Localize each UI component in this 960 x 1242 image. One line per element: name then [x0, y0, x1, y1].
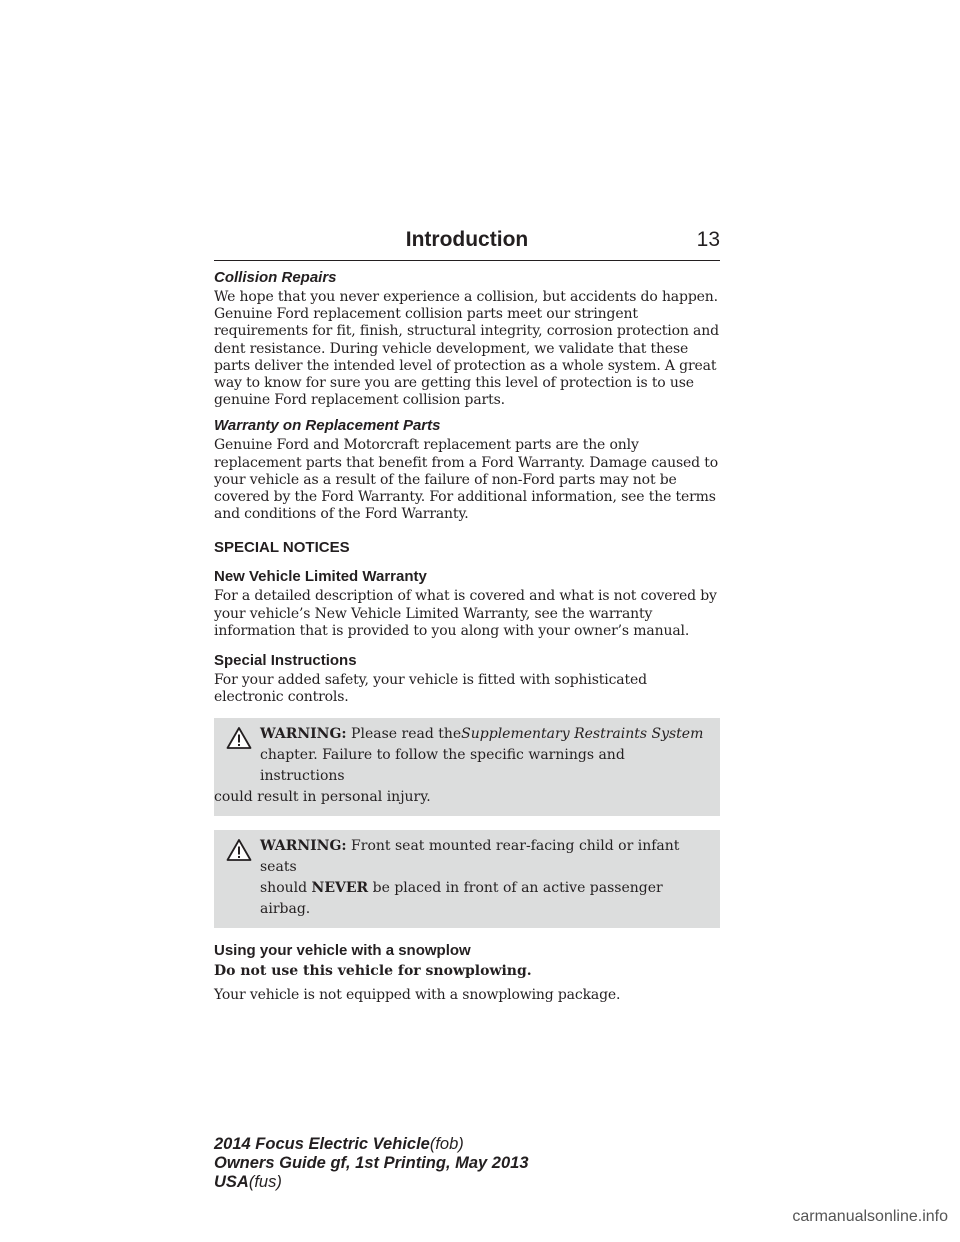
warning-box-child-seats: [214, 830, 720, 928]
collision-heading: Collision Repairs: [214, 269, 337, 286]
collision-text: We hope that you never experience a collision, but accidents do happen. Genuine Ford replacement collision parts meet our stringent requirements for fit, finish, structural integrity, corrosion protection and dent resistance. During vehicle development, we validate that these parts deliver the intended level of protection as a whole system. A great way to know for sure you are getting this level of protection is to use genuine Ford replacement collision parts.: [214, 289, 719, 409]
warning-text: Front seat mounted rear-facing child or infant seats: [260, 838, 680, 876]
snowplow-text: Your vehicle is not equipped with a snowplowing package.: [214, 986, 621, 1003]
warning-text-line2: chapter. Failure to follow the specific warnings and instructions: [260, 747, 625, 785]
warning-text-end: be placed in front of an active passenger airbag.: [260, 880, 663, 918]
warning-triangle-icon: [226, 838, 252, 862]
warning-box-restraints: [214, 718, 720, 816]
manual-page: [214, 226, 720, 1010]
page-footer: [214, 1135, 529, 1192]
footer-vehicle: 2014 Focus Electric Vehicle: [214, 1135, 430, 1153]
warning-text: Please read the: [351, 726, 462, 743]
warning-chapter-ref: Supplementary Restraints System: [461, 726, 704, 743]
warranty-parts-heading: Warranty on Replacement Parts: [214, 417, 441, 435]
section-title: Introduction: [405, 228, 529, 251]
new-vehicle-heading: New Vehicle Limited Warranty: [214, 568, 427, 586]
warning-label: WARNING:: [260, 726, 347, 743]
snowplow-heading: Using your vehicle with a snowplow: [214, 942, 471, 960]
new-vehicle-text: For a detailed description of what is covered and what is not covered by your vehicle’s New Vehicle Limited Warranty, see the warranty information that is provided to you along with your owner’s manual.: [214, 588, 717, 639]
special-notices-heading: SPECIAL NOTICES: [214, 539, 350, 557]
footer-printing: Owners Guide gf, 1st Printing, May 2013: [214, 1154, 529, 1172]
watermark-text: carmanualsonline.info: [792, 1208, 948, 1225]
footer-vehicle-code: (fob): [429, 1135, 464, 1153]
warning-emphasis: NEVER: [311, 880, 369, 897]
page-header: [214, 226, 720, 261]
warranty-parts-text: Genuine Ford and Motorcraft replacement parts are the only replacement parts that benefit from a Ford Warranty. Damage caused to your vehicle as a result of the failure of non-Ford parts may not be covered by the Ford Warranty. For additional information, see the terms and conditions of the Ford Warranty.: [214, 437, 718, 523]
warning-triangle-icon: [226, 726, 252, 750]
special-instructions-heading: Special Instructions: [214, 652, 357, 670]
warning-text-should: should: [260, 880, 308, 897]
page-number: 13: [696, 228, 720, 251]
footer-market-code: (fus): [248, 1173, 282, 1191]
footer-market: USA: [214, 1173, 249, 1191]
special-instructions-text: For your added safety, your vehicle is fitted with sophisticated electronic controls.: [214, 672, 647, 706]
warning-label: WARNING:: [260, 838, 347, 855]
snowplow-bold-text: Do not use this vehicle for snowplowing.: [214, 963, 532, 980]
warning-text-line3: could result in personal injury.: [214, 789, 431, 806]
